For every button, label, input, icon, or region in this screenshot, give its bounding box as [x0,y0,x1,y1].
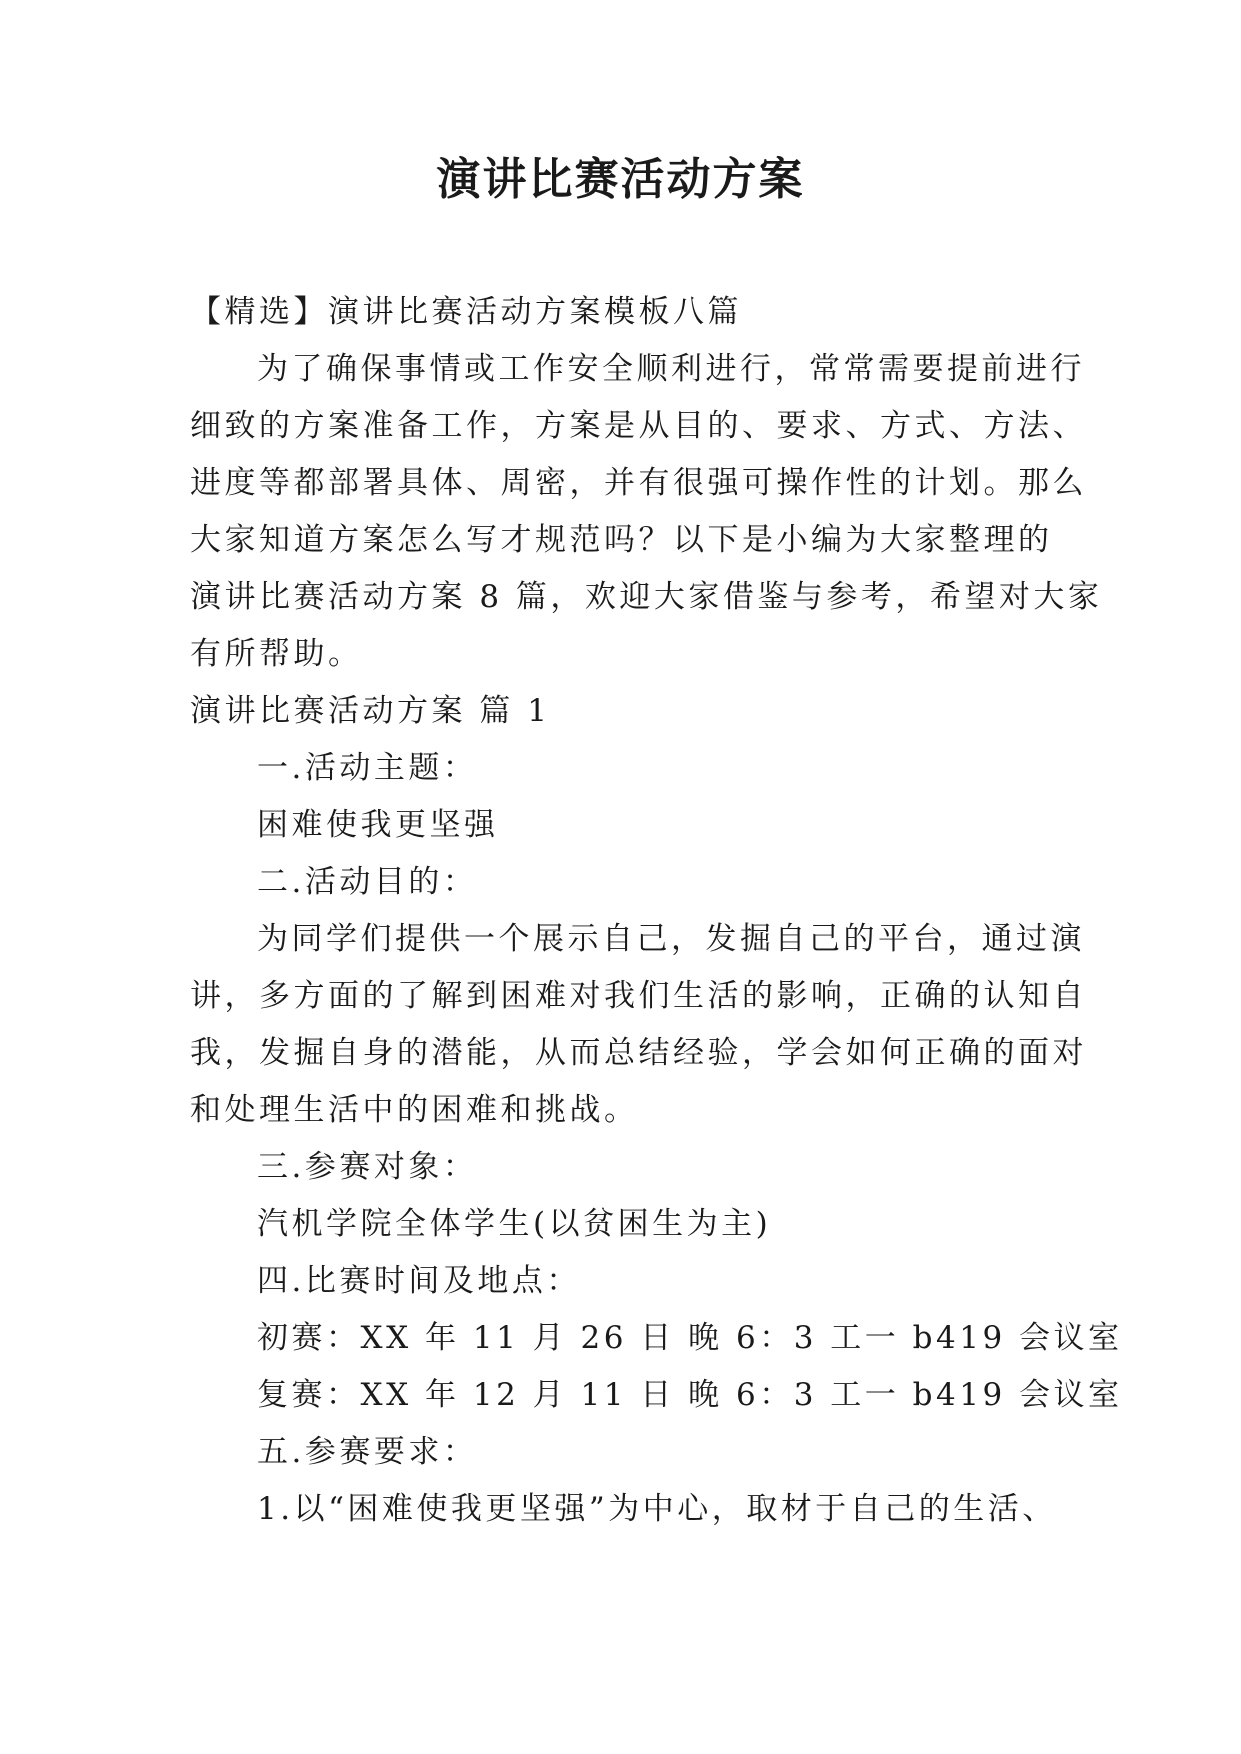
item4-prelim: 初赛：XX 年 11 月 26 日 晚 6：3 工一 b419 会议室 [257,1320,1123,1356]
intro-line-3: 进度等都部署具体、周密，并有很强可操作性的计划。那么 [190,465,1087,501]
document-title: 演讲比赛活动方案 [436,154,805,205]
item2-line-1: 为同学们提供一个展示自己，发掘自己的平台，通过演 [257,921,1085,957]
item4-final: 复赛：XX 年 12 月 11 日 晚 6：3 工一 b419 会议室 [257,1377,1123,1413]
document-subtitle: 【精选】演讲比赛活动方案模板八篇 [190,294,742,330]
intro-line-5: 演讲比赛活动方案 8 篇，欢迎大家借鉴与参考，希望对大家 [190,579,1103,615]
intro-line-6: 有所帮助。 [190,636,363,672]
item1-heading: 一.活动主题： [257,750,478,786]
item2-heading: 二.活动目的： [257,864,478,900]
item2-line-4: 和处理生活中的困难和挑战。 [190,1092,639,1128]
item5-heading: 五.参赛要求： [257,1434,478,1470]
section-heading: 演讲比赛活动方案 篇 1 [190,693,551,729]
intro-line-2: 细致的方案准备工作，方案是从目的、要求、方式、方法、 [190,408,1087,444]
intro-line-4: 大家知道方案怎么写才规范吗？以下是小编为大家整理的 [190,522,1053,558]
item2-line-3: 我，发掘自身的潜能，从而总结经验，学会如何正确的面对 [190,1035,1087,1071]
item3-heading: 三.参赛对象： [257,1149,478,1185]
item1-text: 困难使我更坚强 [257,807,499,843]
document-body [190,284,1123,1538]
intro-line-1: 为了确保事情或工作安全顺利进行，常常需要提前进行 [257,351,1085,387]
item2-line-2: 讲，多方面的了解到困难对我们生活的影响，正确的认知自 [190,978,1087,1014]
item4-heading: 四.比赛时间及地点： [257,1263,581,1299]
item3-text: 汽机学院全体学生(以贫困生为主) [257,1206,772,1242]
item5-line-1: 1.以“困难使我更坚强”为中心，取材于自己的生活、 [257,1491,1057,1527]
